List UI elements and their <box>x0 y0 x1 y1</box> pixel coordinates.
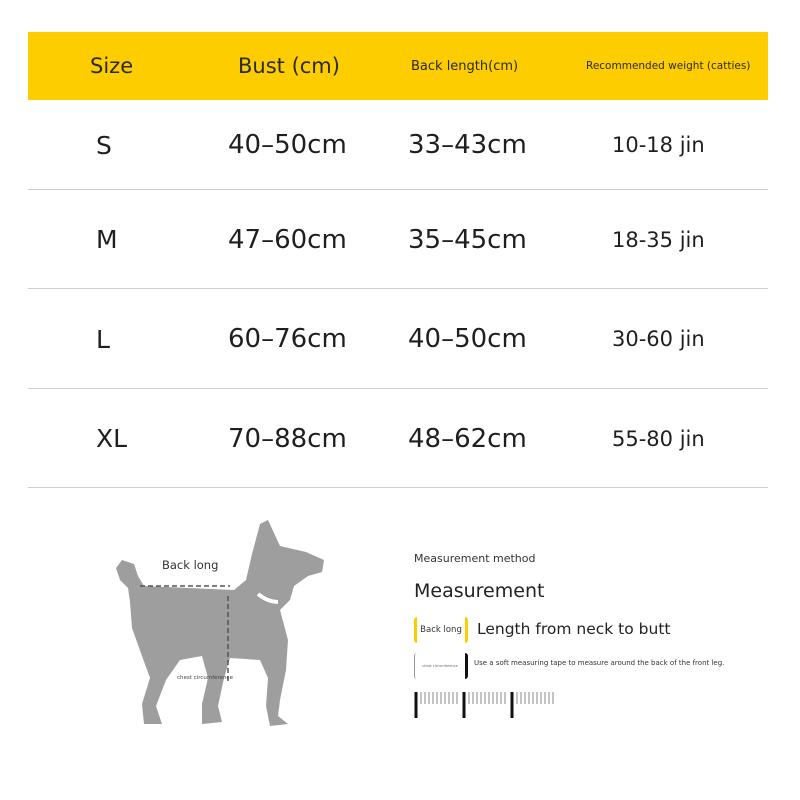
bust-cell: 40–50cm <box>228 130 347 160</box>
chest-circumference-label: chest circumference <box>177 675 233 681</box>
dog-silhouette-icon <box>110 510 380 745</box>
weight-cell: 10-18 jin <box>612 133 705 157</box>
weight-cell: 55-80 jin <box>612 426 705 451</box>
back-length-cell: 40–50cm <box>408 324 527 354</box>
size-cell: XL <box>96 424 128 453</box>
back-long-description: Length from neck to butt <box>477 620 671 638</box>
weight-cell: 30-60 jin <box>612 327 705 351</box>
header-size: Size <box>90 54 134 78</box>
chest-circumference-description: Use a soft measuring tape to measure around the back of the front leg. <box>474 659 725 667</box>
table-row <box>28 289 768 389</box>
header-back-length: Back length(cm) <box>411 58 519 74</box>
header-bust: Bust (cm) <box>238 54 340 78</box>
table-row <box>28 389 768 488</box>
bust-cell: 60–76cm <box>228 324 347 354</box>
size-cell: M <box>96 225 118 254</box>
chest-circumference-tag: chest circumference <box>414 653 468 679</box>
weight-cell: 18-35 jin <box>612 227 705 252</box>
back-long-label: Back long <box>162 558 219 572</box>
size-cell: L <box>96 324 110 354</box>
measurement-method-label: Measurement method <box>414 552 536 565</box>
table-row <box>28 100 768 190</box>
back-long-tag: Back long <box>414 617 468 643</box>
row-separator <box>28 487 768 488</box>
header-recommended-weight: Recommended weight (catties) <box>586 60 751 72</box>
measuring-tape-icon <box>413 690 563 720</box>
back-length-cell: 48–62cm <box>408 423 527 454</box>
back-length-cell: 35–45cm <box>408 224 527 255</box>
bust-cell: 47–60cm <box>228 224 347 255</box>
table-row <box>28 190 768 289</box>
dog-diagram <box>110 510 380 745</box>
table-header <box>28 32 768 100</box>
size-cell: S <box>96 130 112 160</box>
measurement-title: Measurement <box>414 580 545 602</box>
bust-cell: 70–88cm <box>228 423 347 454</box>
back-length-cell: 33–43cm <box>408 130 527 160</box>
